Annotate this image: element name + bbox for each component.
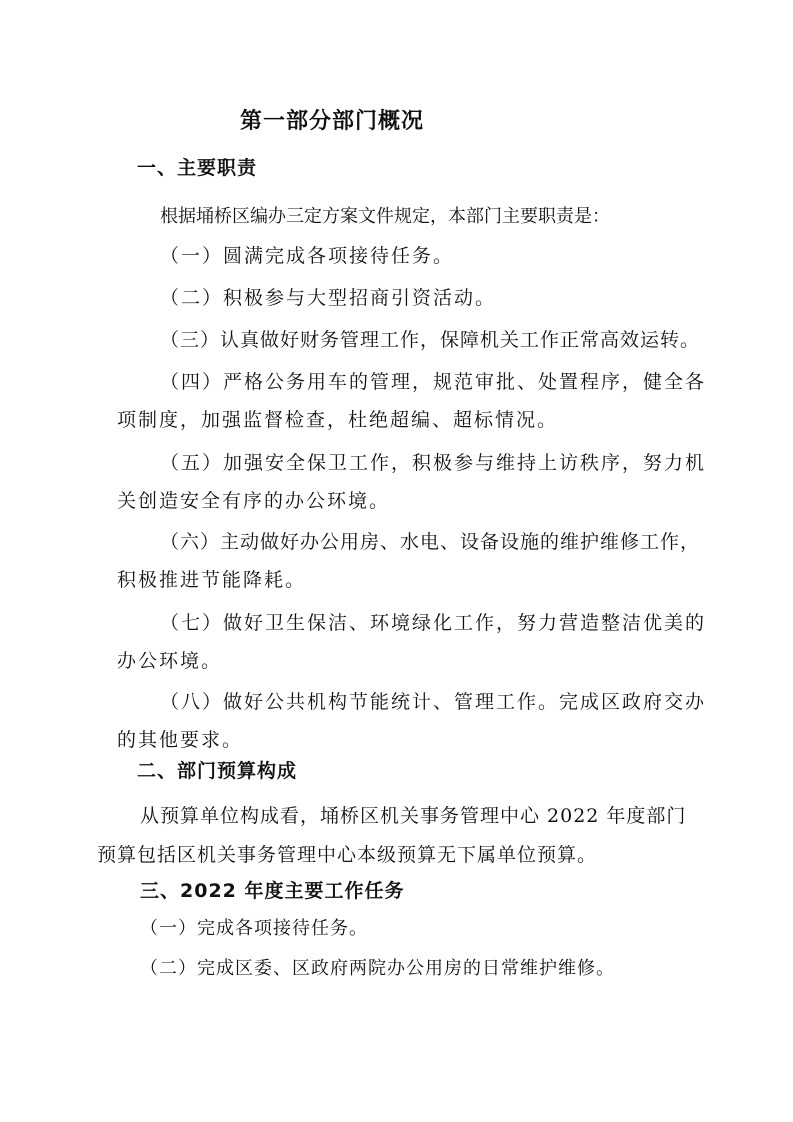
page-title: 第一部分部门概况 — [240, 109, 425, 134]
budget-line: 从预算单位构成看，埇桥区机关事务管理中心 2022 年度部门 — [140, 805, 687, 827]
section-heading-budget: 二、部门预算构成 — [137, 760, 298, 782]
duty-line: （七）做好卫生保洁、环境绿化工作，努力营造整洁优美的 — [160, 612, 707, 634]
duty-line: （二）积极参与大型招商引资活动。 — [160, 287, 497, 309]
section-heading-duties: 一、主要职责 — [137, 157, 258, 179]
duty-line: （四）严格公务用车的管理，规范审批、处置程序，健全各 — [160, 371, 707, 393]
duty-line: （三）认真做好财务管理工作，保障机关工作正常高效运转。 — [160, 329, 701, 351]
duty-line: （八）做好公共机构节能统计、管理工作。完成区政府交办 — [160, 691, 707, 713]
budget-line: 预算包括区机关事务管理中心本级预算无下属单位预算。 — [97, 844, 598, 866]
duty-line: 项制度，加强监督检查，杜绝超编、超标情况。 — [117, 409, 559, 431]
duties-intro: 根据埇桥区编办三定方案文件规定，本部门主要职责是： — [160, 206, 610, 227]
duty-line: （六）主动做好办公用房、水电、设备设施的维护维修工作， — [160, 531, 701, 553]
duty-line: 关创造安全有序的办公环境。 — [117, 490, 391, 512]
duty-line: 积极推进节能降耗。 — [117, 569, 307, 591]
task-line: （一）完成各项接待任务。 — [140, 918, 368, 939]
task-line: （二）完成区委、区政府两院办公用房的日常维护维修。 — [140, 958, 615, 979]
duty-line: 的其他要求。 — [117, 729, 244, 751]
duty-line: 办公环境。 — [117, 650, 223, 672]
duty-line: （五）加强安全保卫工作，积极参与维持上访秩序，努力机 — [160, 452, 707, 474]
duty-line: （一）圆满完成各项接待任务。 — [160, 245, 455, 267]
section-heading-tasks: 三、2022 年度主要工作任务 — [140, 880, 405, 902]
